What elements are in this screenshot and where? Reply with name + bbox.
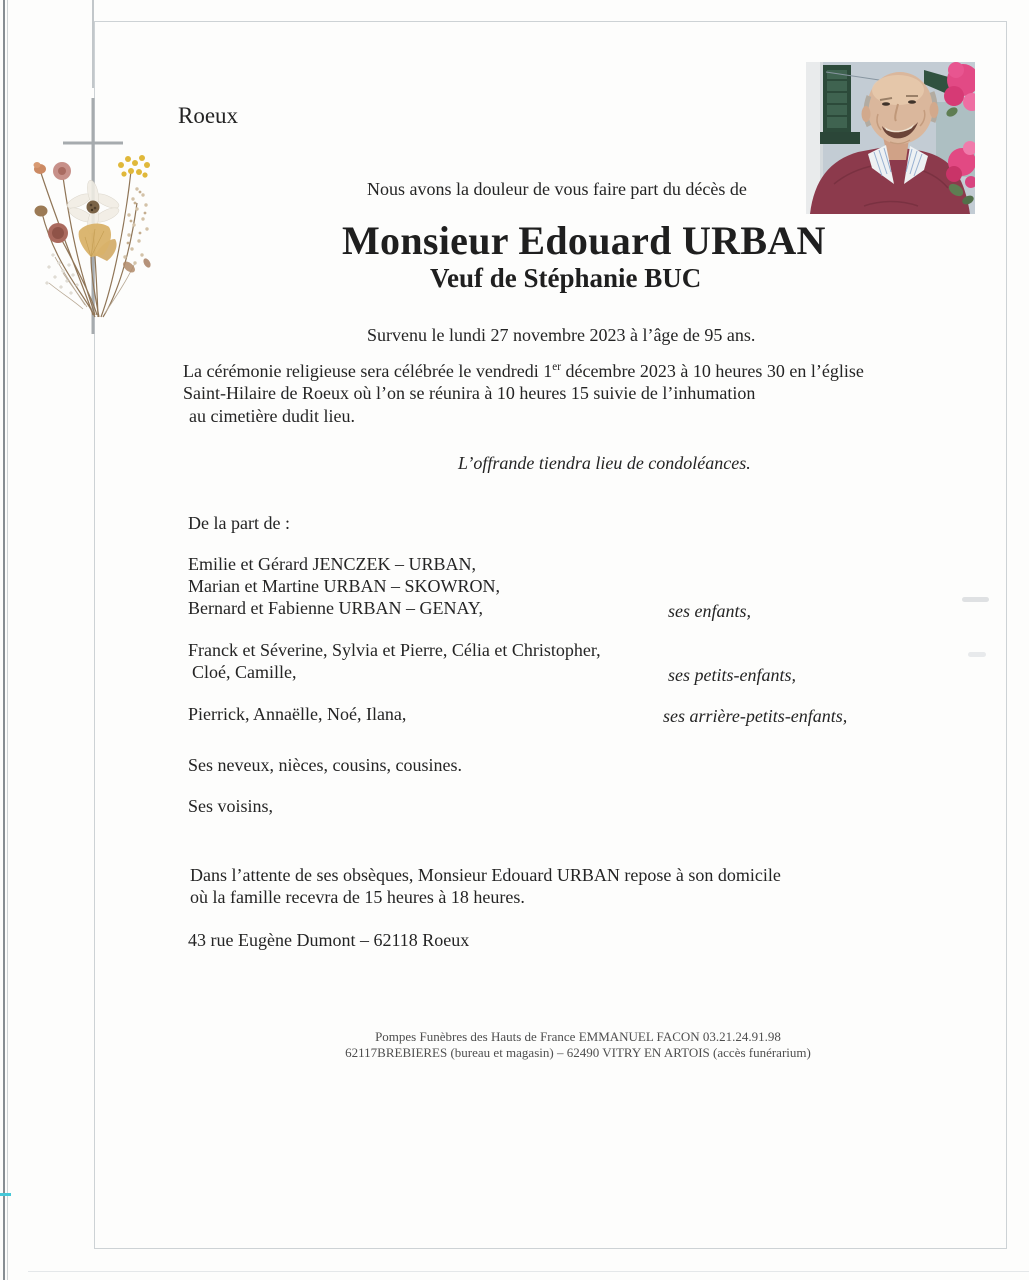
ceremony-line-1-post: décembre 2023 à 10 heures 30 en l’église [560,361,864,381]
death-notice-line: Survenu le lundi 27 novembre 2023 à l’âge de 95 ans. [367,325,756,345]
family-name-line: Pierrick, Annaëlle, Noé, Ilana, [188,704,407,724]
ceremony-line-1 [183,362,864,382]
intro-line: Nous avons la douleur de vous faire part du décès de [367,179,747,199]
family-name-line: Franck et Séverine, Sylvia et Pierre, Célia et Christopher, [188,640,601,660]
widower-line: Veuf de Stéphanie BUC [430,263,702,293]
repose-line-2: où la famille recevra de 15 heures à 18 heures. [190,887,525,907]
family-name-line: Emilie et Gérard JENCZEK – URBAN, [188,554,476,574]
family-label: De la part de : [188,513,290,533]
family-name-line: Marian et Martine URBAN – SKOWRON, [188,576,500,596]
family-name-line: Bernard et Fabienne URBAN – GENAY, [188,598,483,618]
relation-label: ses enfants, [668,601,751,621]
relatives-line: Ses neveux, nièces, cousins, cousines. [188,755,462,775]
relation-label: ses petits-enfants, [668,665,796,685]
ceremony-line-3: au cimetière dudit lieu. [189,406,355,426]
repose-line-1: Dans l’attente de ses obsèques, Monsieur Edouard URBAN repose à son domicile [190,865,781,885]
scan-smudge [962,597,989,602]
scan-bottom-line [28,1271,1029,1272]
scan-edge-line-light [7,0,8,1280]
footer-line-1: Pompes Funèbres des Hauts de France EMMANUEL FACON 03.21.24.91.98 [375,1029,781,1044]
family-name-line: Cloé, Camille, [192,662,297,682]
deceased-name: Monsieur Edouard URBAN [342,218,826,263]
neighbors-line: Ses voisins, [188,796,274,816]
footer-line-2: 62117BREBIERES (bureau et magasin) – 62490 VITRY EN ARTOIS (accès funérarium) [345,1045,811,1060]
ceremony-line-2: Saint-Hilaire de Roeux où l’on se réunira à 10 heures 15 suivie de l’inhumation [183,383,756,403]
ordinal-superscript: er [552,361,561,373]
location-label: Roeux [178,103,239,128]
scan-cyan-mark [0,1193,11,1196]
scan-smudge [968,652,986,657]
relation-label: ses arrière-petits-enfants, [663,706,848,726]
offering-line: L’offrande tiendra lieu de condoléances. [458,453,751,473]
ceremony-line-1-pre: La cérémonie religieuse sera célébrée le vendredi 1 [183,361,553,381]
portrait-photo [806,62,975,214]
address-line: 43 rue Eugène Dumont – 62118 Roeux [188,930,470,950]
scan-edge-line [3,0,5,1280]
flower-bouquet-icon [25,145,175,320]
funeral-home-footer [103,1029,1029,1061]
